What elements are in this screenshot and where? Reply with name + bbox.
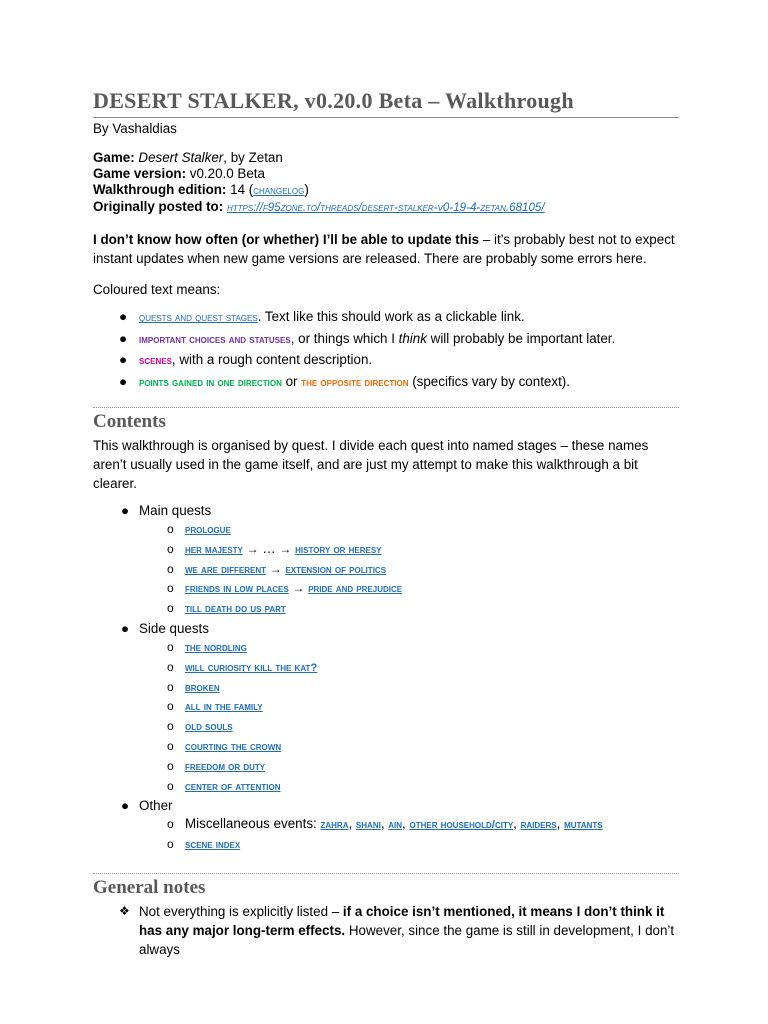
legend-points-orange: the opposite direction — [301, 376, 409, 389]
misc-link[interactable]: zahra — [320, 819, 349, 832]
circle-bullet-icon: o — [167, 699, 174, 714]
bullet-icon: ● — [121, 798, 130, 814]
other-list — [139, 815, 679, 855]
legend-item-choices — [119, 329, 679, 350]
quest-link-friends-in-low-places[interactable]: friends in low places — [185, 583, 289, 596]
misc-events-label: Miscellaneous events: — [185, 816, 321, 832]
circle-bullet-icon: o — [167, 837, 174, 852]
list-item — [167, 560, 679, 580]
quest-link-side[interactable]: will curiosity kill the kat? — [185, 661, 318, 674]
bullet-icon: ● — [119, 373, 128, 389]
edition-close: ) — [304, 182, 309, 198]
game-line — [93, 150, 679, 166]
quest-link-side[interactable]: broken — [185, 681, 220, 694]
legend-scenes-colored: scenes — [139, 355, 172, 368]
list-item — [167, 835, 679, 855]
quest-link-her-majesty[interactable]: her majesty — [185, 543, 243, 556]
list-item — [167, 777, 679, 797]
source-url-link[interactable]: https://f95zone.to/threads/desert-stalker-v0-19-4-zetan.68105/ — [226, 201, 545, 215]
circle-bullet-icon: o — [167, 639, 174, 654]
quest-link-side[interactable]: all in the family — [185, 701, 263, 714]
main-quests-label: Main quests — [139, 502, 212, 518]
list-item — [167, 599, 679, 619]
circle-bullet-icon: o — [167, 601, 174, 616]
quest-link-till-death[interactable]: till death do us part — [185, 603, 286, 616]
quest-link-we-are-different[interactable]: we are different — [185, 563, 266, 576]
legend-item-scenes — [119, 350, 679, 371]
misc-link[interactable]: shani — [355, 819, 381, 832]
list-item — [167, 540, 679, 560]
section-divider — [93, 873, 679, 874]
legend-choices-colored: important choices and statuses — [139, 333, 291, 346]
circle-bullet-icon: o — [167, 541, 174, 556]
page-title: DESERT STALKER, v0.20.0 Beta – Walkthrough — [93, 86, 679, 118]
note1-text-b: However, since the game is still in development, I don’t always — [139, 922, 675, 957]
circle-bullet-icon: o — [167, 738, 174, 753]
circle-bullet-icon: o — [167, 817, 174, 832]
toc-main-quests — [121, 501, 679, 619]
legend-item-links — [119, 307, 679, 328]
circle-bullet-icon: o — [167, 659, 174, 674]
bullet-icon: ● — [121, 620, 130, 636]
note1-bold: if a choice isn’t mentioned, it means I don’t think it has any major long-term effects. — [139, 903, 665, 938]
legend-list — [93, 307, 679, 393]
toc-other — [121, 796, 679, 855]
quest-link-extension-of-politics[interactable]: extension of politics — [285, 563, 387, 576]
legend-item4-text: (specifics vary by context). — [408, 373, 570, 389]
list-item: o Miscellaneous events: zahra, shani, ain, other household/city, raiders, mutants — [167, 815, 679, 835]
main-quests-list — [139, 520, 679, 619]
quest-link-pride-and-prejudice[interactable]: pride and prejudice — [308, 583, 403, 596]
circle-bullet-icon: o — [167, 581, 174, 596]
legend-item2-em: think — [398, 330, 427, 346]
list-item — [167, 737, 679, 757]
arrow-right-icon: → — [292, 581, 305, 596]
misc-link[interactable]: raiders — [520, 819, 557, 832]
legend-item3-text: , with a rough content description. — [171, 352, 373, 368]
intro-bold: I don’t know how often (or whether) I’ll be able to update this — [93, 232, 480, 248]
circle-bullet-icon: o — [167, 758, 174, 773]
quest-link-side[interactable]: old souls — [185, 721, 233, 734]
edition-line — [93, 182, 679, 199]
version-line — [93, 166, 679, 182]
legend-points-green: points gained in one direction — [139, 376, 282, 389]
list-item — [167, 520, 679, 540]
quest-link-side[interactable]: center of attention — [185, 780, 281, 793]
side-quests-list — [139, 638, 679, 796]
quest-link-side[interactable]: freedom or duty — [185, 760, 266, 773]
circle-bullet-icon: o — [167, 521, 174, 536]
posted-label: Originally posted to: — [93, 199, 224, 215]
game-meta — [93, 150, 679, 216]
list-item — [167, 757, 679, 777]
quest-link-history-or-heresy[interactable]: history or heresy — [295, 543, 382, 556]
intro-rest: – it’s probably best not to expect instant updates when new game versions are released. There are probably some errors here. — [93, 232, 675, 267]
posted-line — [93, 199, 679, 216]
circle-bullet-icon: o — [167, 679, 174, 694]
ellipsis-text: … — [258, 540, 280, 556]
quest-link-side[interactable]: courting the crown — [185, 740, 282, 753]
list-item — [119, 902, 679, 959]
document-body — [93, 86, 679, 959]
version-label: Game version: — [93, 166, 187, 182]
legend-item2-text-b: will probably be important later. — [426, 330, 616, 346]
list-item — [167, 697, 679, 717]
coloured-label: Coloured text means: — [93, 282, 221, 298]
contents-description: This walkthrough is organised by quest. I divide each quest into named stages – these names aren’t usually used in the game itself, and are just my attempt to make this walkthrough a bit clearer. — [93, 437, 649, 491]
note1-text-a: Not everything is explicitly listed – — [139, 903, 343, 919]
edition-label: Walkthrough edition: — [93, 182, 227, 198]
bullet-icon: ● — [119, 352, 128, 368]
legend-item1-text: . Text like this should work as a clickable link. — [257, 309, 525, 325]
bullet-icon: ● — [119, 330, 128, 346]
legend-item2-text-a: , or things which I — [290, 330, 399, 346]
circle-bullet-icon: o — [167, 561, 174, 576]
version-value: v0.20.0 Beta — [189, 166, 265, 182]
list-item — [167, 638, 679, 658]
list-item — [167, 658, 679, 678]
game-label: Game: — [93, 150, 135, 166]
game-name: Desert Stalker — [138, 150, 224, 166]
misc-link[interactable]: mutants — [564, 819, 603, 832]
bullet-icon: ● — [121, 502, 130, 518]
misc-link[interactable]: ain — [388, 819, 403, 832]
section-divider — [93, 407, 679, 408]
arrow-right-icon: → — [246, 541, 259, 556]
side-quests-label: Side quests — [139, 620, 209, 636]
game-author: , by Zetan — [223, 150, 283, 166]
circle-bullet-icon: o — [167, 719, 174, 734]
byline: By Vashaldias — [93, 121, 177, 136]
edition-value: 14 ( — [230, 182, 254, 198]
toc-side-quests — [121, 619, 679, 796]
intro-paragraph — [93, 230, 679, 268]
list-item — [167, 678, 679, 698]
circle-bullet-icon: o — [167, 778, 174, 793]
changelog-link[interactable]: changelog — [253, 184, 305, 198]
arrow-right-icon: → — [269, 561, 282, 576]
general-notes-list — [93, 902, 679, 959]
list-item — [167, 717, 679, 737]
diamond-bullet-icon: ❖ — [119, 903, 130, 918]
legend-item-points — [119, 372, 679, 393]
arrow-right-icon: → — [279, 541, 292, 556]
misc-link[interactable]: other household/city — [409, 819, 514, 832]
quest-link-side[interactable]: the nordling — [185, 641, 247, 654]
legend-item4-or: or — [281, 373, 302, 389]
other-label: Other — [139, 798, 173, 814]
scene-index-link[interactable]: scene index — [185, 839, 241, 852]
bullet-icon: ● — [119, 309, 128, 325]
contents-heading: Contents — [93, 410, 166, 432]
legend-quest-link[interactable]: quests and quest stages — [139, 312, 258, 325]
table-of-contents — [93, 501, 679, 855]
list-item — [167, 579, 679, 599]
general-notes-heading: General notes — [93, 876, 206, 898]
quest-link-prologue[interactable]: prologue — [185, 523, 231, 536]
